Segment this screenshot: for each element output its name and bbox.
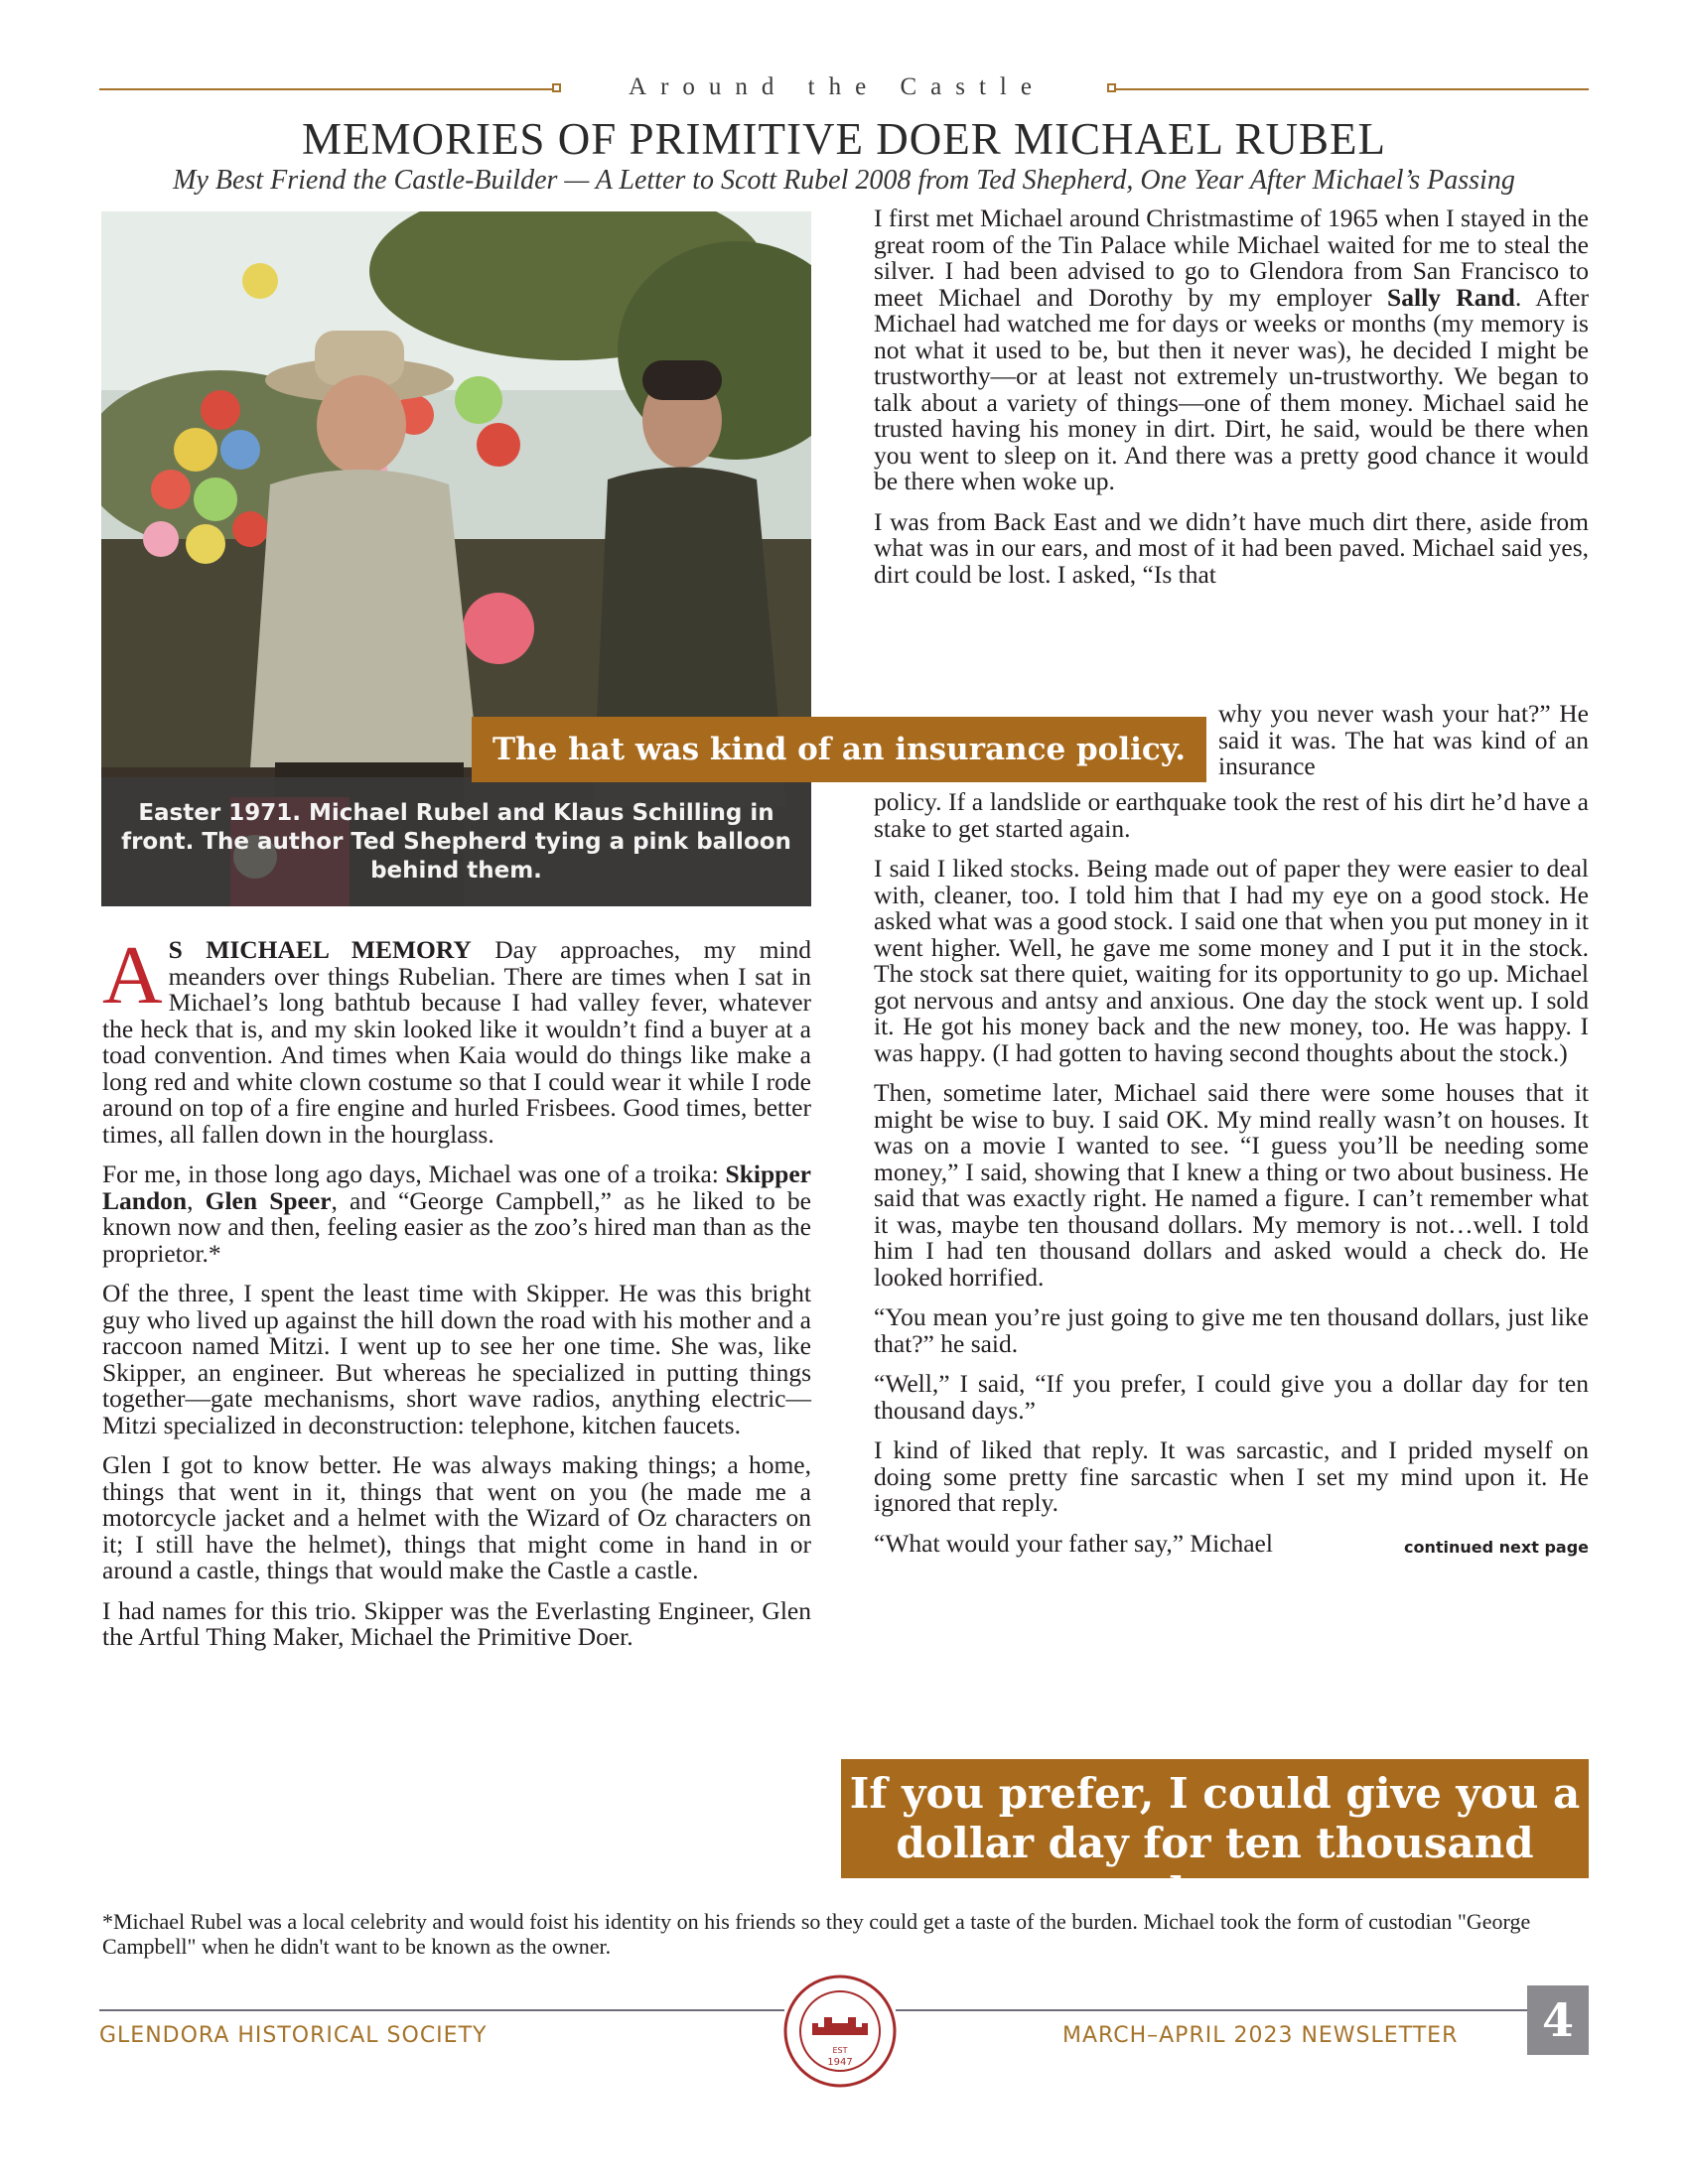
section-kicker: Around the Castle	[629, 73, 1046, 100]
kicker-ornament-right	[1107, 83, 1116, 92]
left-p2-comma: ,	[187, 1185, 206, 1215]
right-paragraph-7: I kind of liked that reply. It was sarcastic, and I prided myself on doing some pretty fine sarcastic when I set my mind upon it. He ignored that reply.	[874, 1435, 1589, 1517]
left-paragraph-4: Glen I got to know better. He was always making things; a home, things that went in it, things that went on you (he made me a motorcycle jacket and a helmet with the Wizard of Oz characters on it; I still have the helmet), things that might come in hand in or around a castle, things that would make the Castle a castle.	[102, 1450, 811, 1584]
right-paragraph-2c: policy. If a landslide or earthquake took the rest of his dirt he’d have a stake to get started again.	[874, 787, 1589, 843]
lead-in: S MICHAEL MEMORY	[168, 935, 472, 964]
right-paragraph-5: “You mean you’re just going to give me ten thousand dollars, just like that?” he said.	[874, 1302, 1589, 1358]
right-p1-text-a: I first met Michael around Christmastime of 1965 when I stayed in the great room of the Tin Palace while Michael waited for me to steal the silver. I had been advised to go to Glendora from San Francisco to meet Michael and Dorothy by my employer	[874, 204, 1589, 312]
left-paragraph-3: Of the three, I spent the least time with Skipper. He was this bright guy who lived up against the hill down the road with his mother and a raccoon named Mitzi. I went up to see her one time. She was, like Skipper, an engineer. But whereas he specialized in putting things together—gate mechanisms, short wave radios, anything electric—Mitzi specialized in deconstruction: telephone, kitchen faucets.	[102, 1279, 811, 1439]
right-column-bottom	[874, 789, 1589, 1570]
seal-year: 1947	[827, 2057, 853, 2068]
article-photo	[101, 211, 811, 906]
right-paragraph-6: “Well,” I said, “If you prefer, I could give you a dollar day for ten thousand days.”	[874, 1369, 1589, 1425]
pull-quote-2: If you prefer, I could give you a dollar day for ten thousand days.	[841, 1759, 1589, 1878]
page-number: 4	[1527, 1985, 1589, 2055]
pull-quote-1: The hat was kind of an insurance policy.	[472, 717, 1206, 782]
name-sally-rand: Sally Rand	[1387, 282, 1515, 312]
article-subtitle: My Best Friend the Castle-Builder — A Letter to Scott Rubel 2008 from Ted Shepherd, One Year After Michael’s Passing	[173, 165, 1515, 196]
left-paragraph-2	[102, 1161, 811, 1267]
continued-next-page: continued next page	[1404, 1537, 1589, 1557]
right-paragraph-2b: why you never wash your hat?” He said it was. The hat was kind of an insurance	[1218, 699, 1589, 780]
name-glen-speer: Glen Speer	[205, 1185, 332, 1215]
right-column-wrap	[1218, 701, 1589, 780]
right-column-top	[874, 205, 1589, 588]
right-p1-text-b: . After Michael had watched me for days or weeks or months (my memory is not what it used to be, but then it never was), he decided I might be trustworthy—or at least not extremely un-trustworthy. We began to talk about a variety of things—one of them money. Michael said he trusted having his money in dirt. Dirt, he said, would be there when you went to sleep on it. And there was a pretty good chance it would be there when woke up.	[874, 282, 1589, 495]
footnote: *Michael Rubel was a local celebrity and would foist his identity on his friends so they could get a taste of the burden. Michael took the form of custodian "George Campbell" when he didn't want to be known as the owner.	[102, 1909, 1531, 1959]
right-paragraph-8	[874, 1528, 1589, 1558]
kicker-rule-left	[99, 88, 554, 90]
footer-issue: MARCH–APRIL 2023 NEWSLETTER	[1062, 2023, 1459, 2048]
footer-rule-left	[99, 2009, 784, 2011]
drop-cap: A	[102, 929, 163, 1022]
right-paragraph-3: I said I liked stocks. Being made out of paper they were easier to deal with, cleaner, too. I told him that I had my eye on a good stock. He asked what was a good stock. I said one that when you put money in it went higher. Well, he gave me some money and I put it in the stock. The stock sat there quiet, waiting for its opportunity to go up. Michael got nervous and antsy and anxious. One day the stock went up. I sold it. He got his money back and the new money, too. He was happy. I was happy. (I had gotten to having second thoughts about the stock.)	[874, 854, 1589, 1067]
kicker-ornament-left	[552, 83, 561, 92]
seal-est: EST	[832, 2046, 848, 2055]
footer-org-name: GLENDORA HISTORICAL SOCIETY	[99, 2023, 488, 2048]
left-p2-text-b: , and “George Campbell,” as he liked to be known now and then, feeling easier as the zoo’s hired man than as the proprietor.*	[102, 1185, 811, 1268]
right-paragraph-4: Then, sometime later, Michael said there were some houses that it might be wise to buy. I said OK. My mind really wasn’t on houses. It was on a movie I wanted to see. “I guess you’ll be needing some money,” I said, showing that I knew a thing or two about business. He said that was exactly right. He named a figure. I can’t remember what it was, maybe ten thousand dollars. My memory is not…well. I told him I had ten thousand dollars and asked would a check do. He looked horrified.	[874, 1078, 1589, 1292]
photo-caption: Easter 1971. Michael Rubel and Klaus Schilling in front. The author Ted Shepherd tying a pink balloon behind them.	[101, 777, 811, 906]
right-p8-text: “What would your father say,” Michael	[874, 1528, 1273, 1558]
left-p2-text-a: For me, in those long ago days, Michael was one of a troika:	[102, 1160, 726, 1188]
article-title: MEMORIES OF PRIMITIVE DOER MICHAEL RUBEL	[301, 114, 1387, 164]
right-paragraph-1	[874, 205, 1589, 495]
left-paragraph-1-text: Day approaches, my mind meanders over things Rubelian. There are times when I sat in Michael’s long bathtub because I had valley fever, whatever the heck that is, and my skin looked like it wouldn’t find a buyer at a toad convention. And times when Kaia would do things like make a long red and white clown costume so that I could wear it while I rode around on top of a fire engine and hurled Frisbees. Good times, better times, all fallen down in the hourglass.	[102, 935, 811, 1149]
society-seal-icon	[782, 1974, 898, 2089]
left-paragraph-5: I had names for this trio. Skipper was the Everlasting Engineer, Glen the Artful Thing Maker, Michael the Primitive Doer.	[102, 1595, 811, 1651]
left-column	[102, 929, 811, 1665]
footer-rule-right	[896, 2009, 1527, 2011]
kicker-rule-right	[1116, 88, 1589, 90]
left-paragraph-1	[102, 929, 811, 1149]
right-paragraph-2a: I was from Back East and we didn’t have much dirt there, aside from what was in our ears, and most of it had been paved. Michael said yes, dirt could be lost. I asked, “Is that	[874, 506, 1589, 589]
name-skipper-landon: Skipper Landon	[102, 1160, 811, 1215]
